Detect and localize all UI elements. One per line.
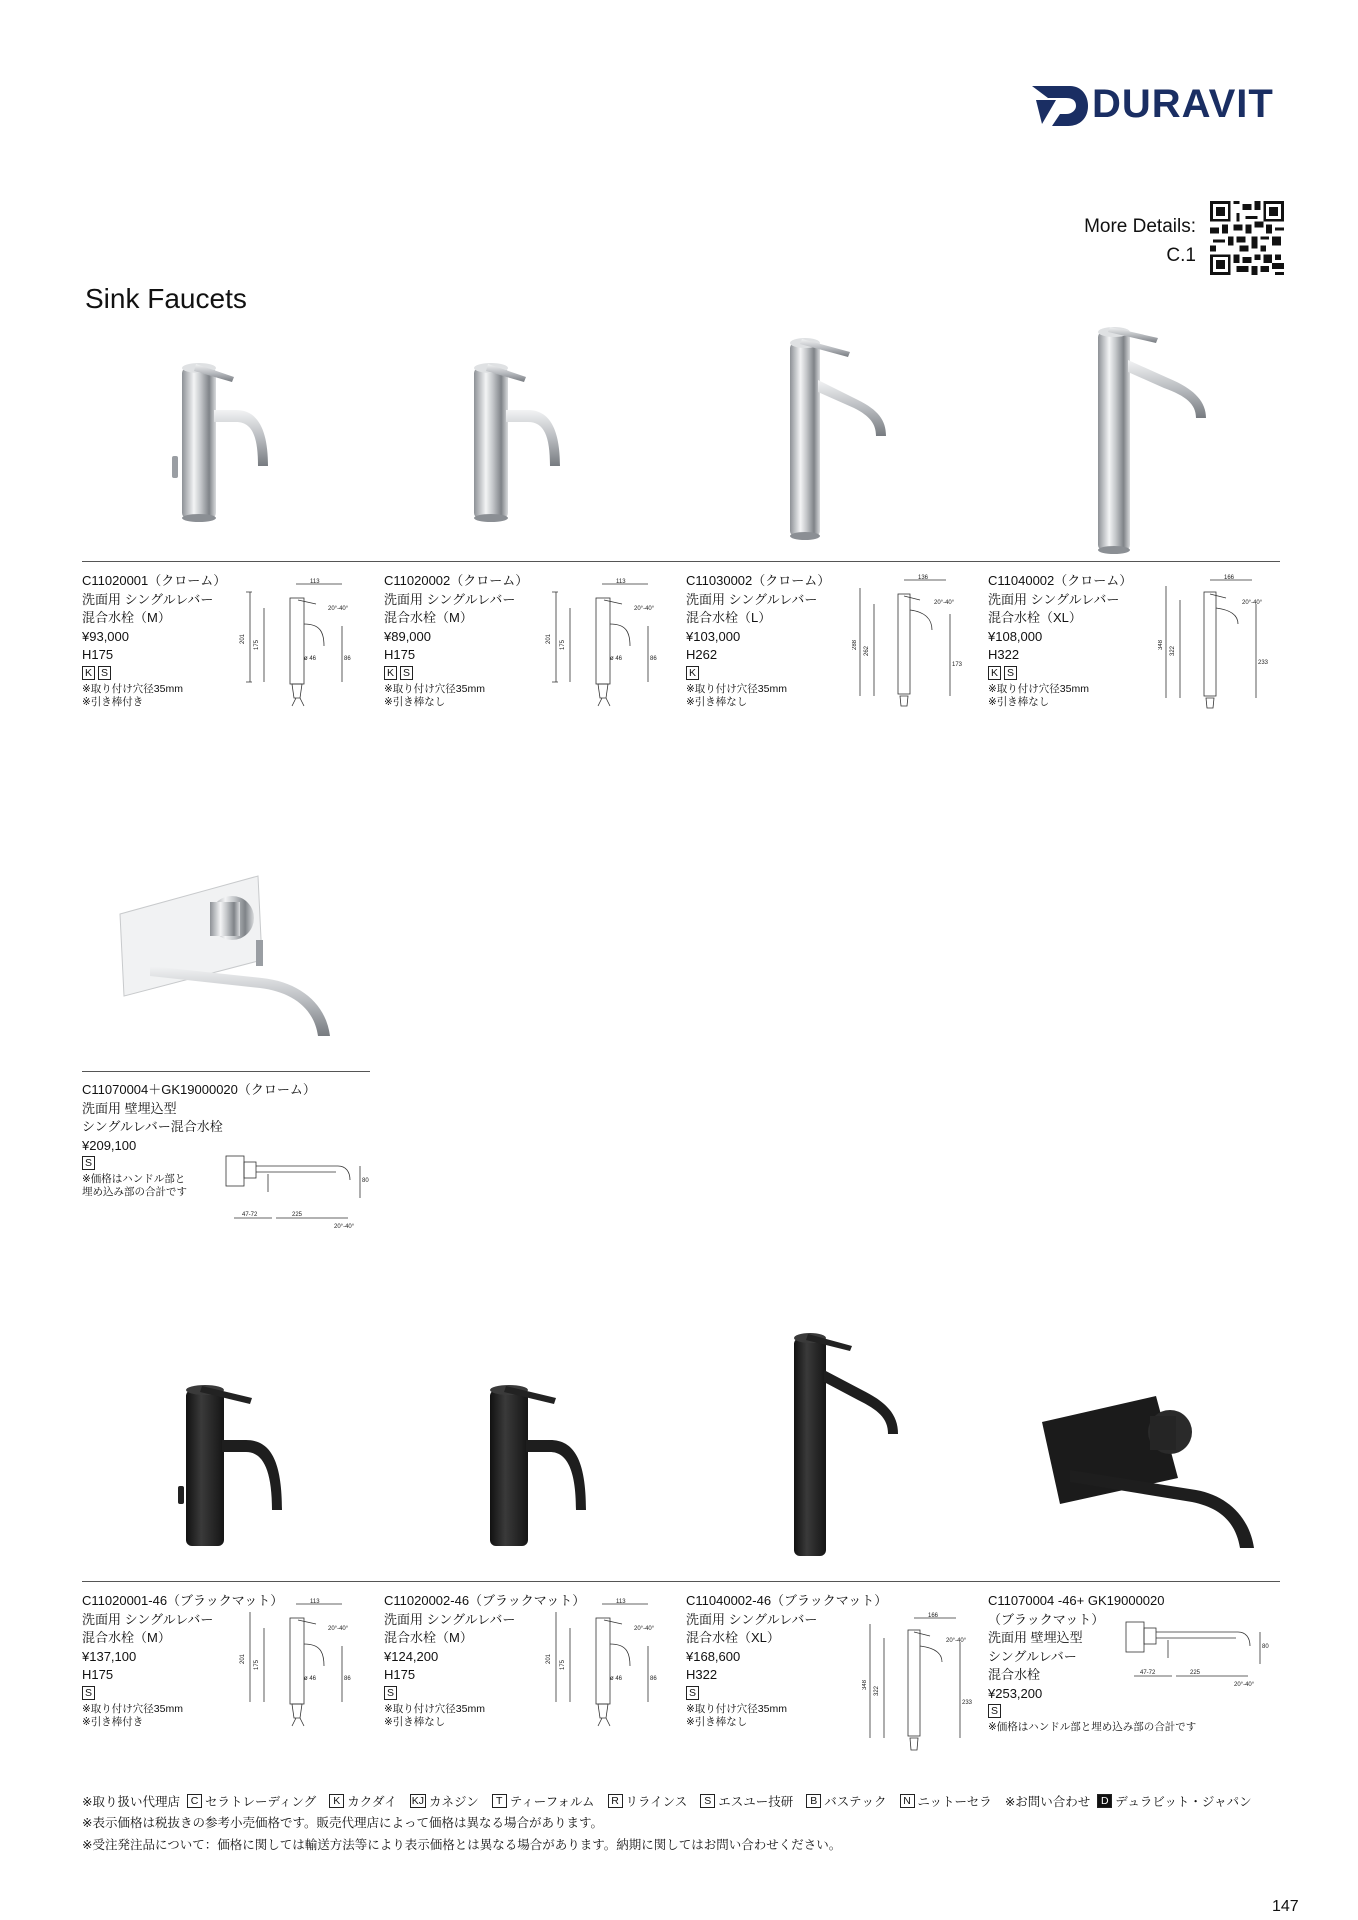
product-note: ※引き棒付き: [82, 1715, 144, 1728]
dealer-badge: S: [82, 1156, 95, 1170]
dealer-badge: S: [1004, 666, 1017, 680]
product-price: ¥103,000: [686, 628, 741, 644]
dimension-drawing: [852, 574, 962, 714]
dimension-drawing: [238, 1596, 358, 1728]
product-note: ※価格はハンドル部と埋め込み部の合計です: [988, 1721, 1197, 1733]
legend-entry: [492, 1792, 595, 1810]
dim-label: 20°-40°: [1242, 600, 1263, 606]
dealer-badge: K: [988, 666, 1001, 680]
dimension-drawing: [1120, 1618, 1270, 1698]
dim-label: 113: [616, 579, 626, 585]
product-price: ¥137,100: [82, 1648, 137, 1664]
product-price: ¥209,100: [82, 1137, 137, 1153]
product-height: H322: [988, 647, 1020, 662]
product-type: 洗面用 シングルレバー: [686, 591, 818, 607]
legend-code: B: [806, 1794, 821, 1808]
legend-name: カクダイ: [347, 1795, 397, 1809]
dim-label: 47-72: [242, 1212, 258, 1218]
legend-contact: ※お問い合わせ: [1004, 1795, 1091, 1809]
dim-label: 201: [240, 1653, 246, 1664]
product-type: 洗面用 シングルレバー: [988, 591, 1120, 607]
legend-code: N: [900, 1794, 915, 1808]
legend-name: エスユー技研: [718, 1795, 794, 1809]
product-price: ¥253,200: [988, 1685, 1043, 1701]
dim-label: 20°-40°: [334, 1224, 355, 1230]
product-type-size: 混合水栓（XL）: [686, 1630, 780, 1645]
product-price: ¥124,200: [384, 1648, 439, 1664]
dim-label: 86: [344, 1676, 351, 1682]
dim-label: 166: [1224, 575, 1235, 581]
product-code: C11020002（クローム）: [384, 573, 529, 588]
product-note: ※取り付け穴径35mm: [686, 1702, 787, 1715]
legend-entry: [187, 1792, 316, 1810]
legend-prefix: ※取り扱い代理店: [82, 1795, 180, 1809]
dim-label: 47-72: [1140, 1670, 1156, 1676]
product-code: C11040002-46（ブラックマット）: [686, 1593, 888, 1608]
more-details: [1084, 212, 1196, 270]
faucet-photo-c11040002: [1098, 327, 1206, 554]
dim-label: 225: [1190, 1670, 1201, 1676]
legend-entry: [329, 1792, 397, 1810]
legend-entry: [608, 1792, 688, 1810]
dim-label: 20°-40°: [634, 1626, 655, 1632]
product-code: C11020001-46（ブラックマット）: [82, 1593, 284, 1608]
product-note: ※取り付け穴径35mm: [988, 682, 1089, 695]
dim-label: 348: [1158, 639, 1164, 650]
dim-label: 20°-40°: [328, 606, 349, 612]
dim-label: 201: [546, 1653, 552, 1664]
dim-label: ø 46: [610, 656, 623, 662]
product-type-size: 混合水栓（XL）: [988, 610, 1082, 625]
dimension-drawing: [544, 1596, 664, 1728]
dim-label: ø 46: [304, 1676, 317, 1682]
dealer-badge: K: [82, 666, 95, 680]
dim-label: 20°-40°: [946, 1638, 967, 1644]
row3-divider: [82, 1581, 1280, 1582]
dimension-drawing: [220, 1152, 370, 1232]
dimension-drawing: [544, 576, 664, 708]
product-note: ※取り付け穴径35mm: [686, 682, 787, 695]
product-code: C11020001（クローム）: [82, 573, 227, 588]
dim-label: 175: [254, 1659, 260, 1670]
dim-label: 201: [240, 633, 246, 644]
dim-label: 20°-40°: [934, 600, 955, 606]
product-price: ¥108,000: [988, 628, 1043, 644]
faucet-photo-c11020002-46: [490, 1385, 586, 1546]
product-height: H175: [82, 1667, 114, 1682]
product-type-size: 混合水栓（L）: [686, 610, 772, 625]
legend-name: ティーフォルム: [509, 1795, 595, 1809]
legend-entry: [806, 1792, 886, 1810]
dimension-drawing: [238, 576, 358, 708]
dim-label: ø 46: [610, 1676, 623, 1682]
legend-code: C: [187, 1794, 202, 1808]
brand-name: DURAVIT: [1092, 82, 1274, 126]
dim-label: 233: [962, 1700, 972, 1706]
dealer-badge: S: [384, 1686, 397, 1700]
faucet-photo-c11070004-46: [1042, 1396, 1254, 1548]
duravit-logo: [1030, 80, 1285, 132]
qr-code-icon[interactable]: [1210, 201, 1284, 275]
product-info: [686, 1592, 887, 1729]
product-note: ※引き棒なし: [384, 695, 446, 708]
product-info: [82, 572, 226, 709]
footnote: ※受注発注品について：価格に関しては輸送方法等により表示価格とは異なる場合があります。納期に関してはお問い合わせください。: [82, 1838, 842, 1852]
product-type: 洗面用 シングルレバー: [686, 1611, 818, 1627]
legend-code: S: [700, 1794, 715, 1808]
faucet-photo-c11070004: [120, 876, 330, 1036]
product-type-size: シングルレバー混合水栓: [82, 1119, 223, 1134]
legend-name: バステック: [824, 1795, 887, 1809]
product-height: H175: [384, 647, 416, 662]
page-number: 147: [1272, 1898, 1299, 1915]
dim-label: 80: [1262, 1644, 1269, 1650]
product-type: 洗面用 シングルレバー: [384, 1611, 516, 1627]
product-note: 埋め込み部の合計です: [82, 1186, 187, 1198]
dealer-badge: K: [686, 666, 699, 680]
dim-label: 20°-40°: [328, 1626, 349, 1632]
dimension-drawing: [862, 1612, 972, 1762]
legend-code: KJ: [411, 1795, 425, 1807]
dim-label: 225: [292, 1212, 303, 1218]
faucet-photo-c11020002: [474, 363, 560, 522]
row2-divider: [82, 1071, 370, 1072]
dealer-badge: K: [384, 666, 397, 680]
product-type: 洗面用 シングルレバー: [82, 1611, 214, 1627]
legend-code: D: [1097, 1794, 1112, 1808]
product-note: ※取り付け穴径35mm: [82, 682, 183, 695]
footnote: ※表示価格は税抜きの参考小売価格です。販売代理店によって価格は異なる場合があります。: [82, 1816, 603, 1830]
product-type: 洗面用 壁埋込型: [988, 1630, 1083, 1645]
product-type: 洗面用 壁埋込型: [82, 1100, 177, 1116]
product-note: ※取り付け穴径35mm: [384, 1702, 485, 1715]
row1-divider: [82, 561, 1280, 562]
dim-label: 288: [852, 639, 858, 650]
dim-label: 262: [864, 645, 870, 656]
dim-label: 113: [310, 1599, 320, 1605]
dealer-legend: [82, 1792, 1258, 1810]
product-note: ※引き棒付き: [82, 695, 144, 708]
product-code: C11030002（クローム）: [686, 573, 831, 588]
product-note: ※引き棒なし: [384, 1715, 446, 1728]
dim-label: 113: [310, 579, 320, 585]
dealer-badges: [82, 666, 226, 681]
legend-name: デュラビット・ジャパン: [1115, 1795, 1252, 1809]
dim-label: 113: [616, 1599, 626, 1605]
product-height: H262: [686, 647, 718, 662]
dealer-badges: [988, 666, 1132, 681]
dimension-drawing: [1158, 574, 1268, 714]
dim-label: 86: [650, 656, 657, 662]
dealer-badge: S: [400, 666, 413, 680]
dealer-badge: S: [988, 1704, 1001, 1718]
legend-name: カネジン: [429, 1795, 479, 1809]
product-price: ¥93,000: [82, 628, 129, 644]
legend-name: リラインス: [625, 1795, 688, 1809]
dim-label: 173: [952, 662, 962, 668]
dim-label: 166: [928, 1613, 939, 1619]
more-details-label: More Details:: [1084, 216, 1196, 237]
product-code: C11070004 -46+ GK19000020: [988, 1593, 1165, 1608]
dim-label: 348: [862, 1679, 868, 1690]
legend-code: T: [492, 1794, 507, 1808]
dim-label: 201: [546, 633, 552, 644]
legend-name: ニットーセラ: [917, 1795, 992, 1809]
product-type: 洗面用 シングルレバー: [384, 591, 516, 607]
dim-label: 86: [650, 1676, 657, 1682]
dim-label: 322: [874, 1685, 880, 1696]
product-type-size: 混合水栓（M）: [384, 1630, 473, 1645]
duravit-swan-icon: [1030, 80, 1090, 132]
legend-entry: [410, 1792, 479, 1810]
legend-code: K: [329, 1794, 344, 1808]
product-note: ※価格はハンドル部と: [82, 1173, 186, 1185]
dim-label: 322: [1170, 645, 1176, 656]
dim-label: 175: [560, 639, 566, 650]
product-info: [686, 572, 830, 709]
product-note: ※引き棒なし: [988, 695, 1050, 708]
section-title: Sink Faucets: [85, 283, 247, 314]
product-code: C11020002-46（ブラックマット）: [384, 1593, 586, 1608]
dealer-badges: [686, 1686, 887, 1701]
product-note: ※引き棒なし: [686, 695, 748, 708]
legend-entry: [700, 1792, 793, 1810]
faucet-photo-c11030002: [790, 338, 886, 540]
legend-entry: [1097, 1792, 1251, 1810]
product-color: （ブラックマット）: [988, 1611, 1105, 1627]
dealer-badges: [384, 666, 528, 681]
faucet-photo-c11020001-46: [178, 1385, 282, 1546]
dealer-badges: [686, 666, 830, 681]
dim-label: 175: [560, 1659, 566, 1670]
product-height: H175: [82, 647, 114, 662]
product-price: ¥89,000: [384, 628, 431, 644]
dim-label: 175: [254, 639, 260, 650]
faucet-photo-c11040002-46: [794, 1333, 898, 1556]
product-type: 洗面用 シングルレバー: [82, 591, 214, 607]
product-type-size: シングルレバー: [988, 1648, 1077, 1664]
legend-code: R: [608, 1794, 623, 1808]
product-code: C11070004＋GK19000020（クローム）: [82, 1082, 316, 1097]
product-type-size: 混合水栓（M）: [384, 610, 473, 625]
product-height: H175: [384, 1667, 416, 1682]
dim-label: 86: [344, 656, 351, 662]
dealer-badge: S: [686, 1686, 699, 1700]
legend-name: セラトレーディング: [204, 1795, 317, 1809]
faucet-photo-c11020001: [172, 363, 268, 522]
dim-label: 80: [362, 1178, 369, 1184]
dim-label: 20°-40°: [1234, 1682, 1255, 1688]
product-info: [384, 572, 528, 709]
dim-label: ø 46: [304, 656, 317, 662]
dim-label: 20°-40°: [634, 606, 655, 612]
product-info: [988, 572, 1132, 709]
dealer-badge: S: [98, 666, 111, 680]
dim-label: 233: [1258, 660, 1268, 666]
dealer-badge: S: [82, 1686, 95, 1700]
more-details-code: C.1: [1166, 245, 1196, 266]
product-height: H322: [686, 1667, 718, 1682]
product-code: C11040002（クローム）: [988, 573, 1133, 588]
product-note: ※引き棒なし: [686, 1715, 748, 1728]
dealer-badges: [988, 1704, 1196, 1719]
product-note: ※取り付け穴径35mm: [384, 682, 485, 695]
legend-entry: [900, 1792, 992, 1810]
product-note: ※取り付け穴径35mm: [82, 1702, 183, 1715]
product-type-size: 混合水栓（M）: [82, 1630, 171, 1645]
dim-label: 136: [918, 575, 929, 581]
product-type-size: 混合水栓（M）: [82, 610, 171, 625]
product-price: ¥168,600: [686, 1648, 741, 1664]
product-type-detail: 混合水栓: [988, 1667, 1041, 1682]
